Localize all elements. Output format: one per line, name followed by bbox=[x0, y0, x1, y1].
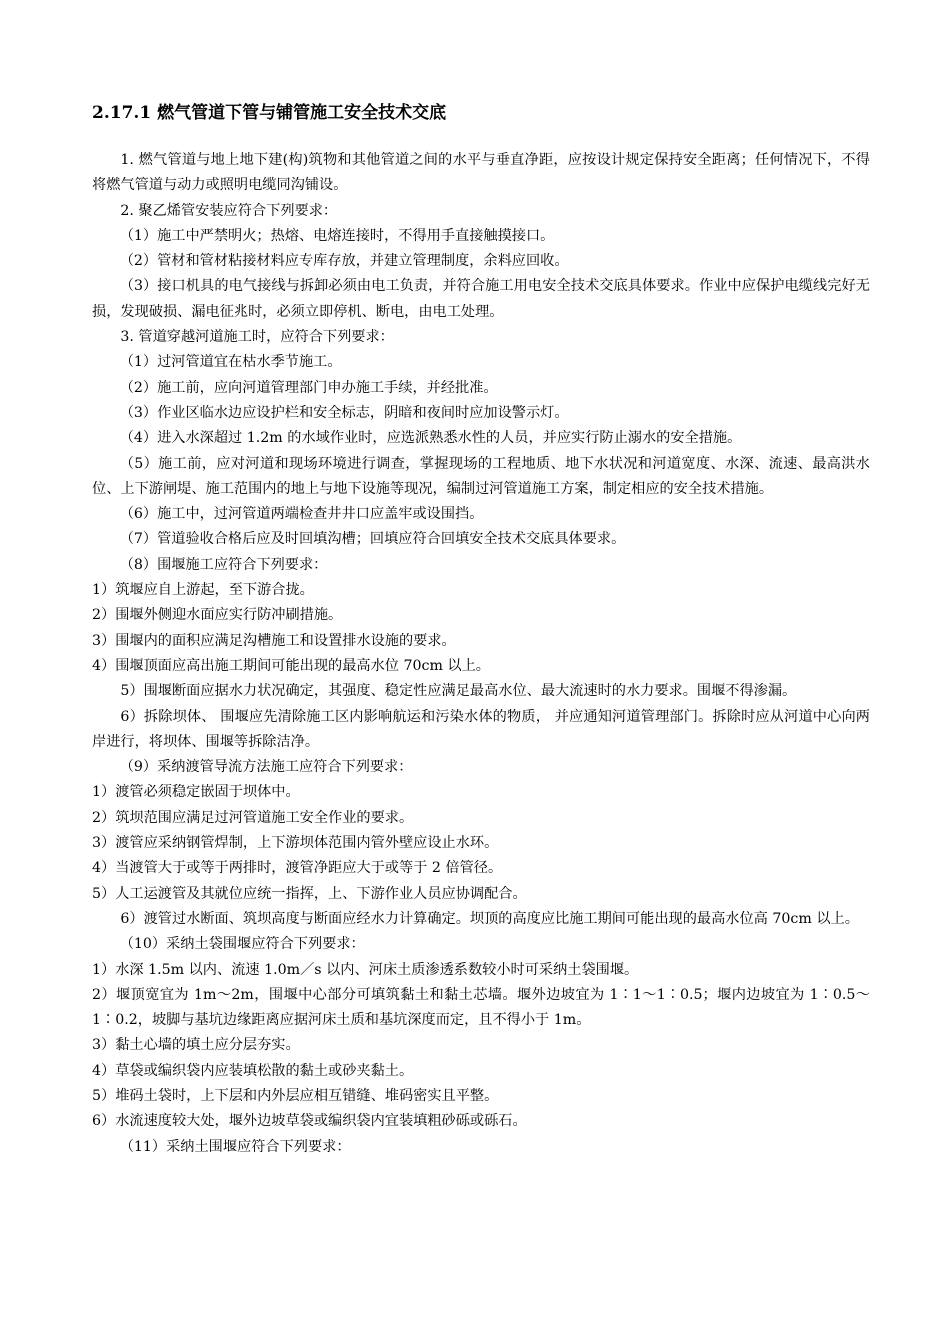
paragraph: （11）采纳土围堰应符合下列要求： bbox=[119, 1138, 351, 1155]
paragraph: 5）人工运渡管及其就位应统一指挥，上、下游作业人员应协调配合。 bbox=[92, 885, 527, 902]
paragraph: 2）围堰外侧迎水面应实行防冲刷措施。 bbox=[92, 607, 343, 624]
paragraph: 5）堆码土袋时，上下层和内外层应相互错缝、堆码密实且平整。 bbox=[92, 1087, 499, 1104]
paragraph: 3. 管道穿越河道施工时，应符合下列要求： bbox=[120, 329, 394, 346]
paragraph: （6）施工中，过河管道两端检查井井口应盖牢或设围挡。 bbox=[119, 506, 484, 523]
paragraph: 3）围堰内的面积应满足沟槽施工和设置排水设施的要求。 bbox=[92, 632, 456, 649]
paragraph: （3）接口机具的电气接线与拆卸必须由电工负责，并符合施工用电安全技术交底具体要求。作业中应保护电缆线完好无损，发现破损、漏电征兆时，必须立即停机、断电，由电工处理。 bbox=[92, 278, 870, 320]
paragraph: （1）施工中严禁明火；热熔、电熔连接时，不得用手直接触摸接口。 bbox=[119, 227, 555, 244]
paragraph: 2. 聚乙烯管安装应符合下列要求： bbox=[120, 202, 338, 219]
paragraph: 4）当渡管大于或等于两排时，渡管净距应大于或等于 2 倍管径。 bbox=[92, 860, 503, 877]
paragraph: （4）进入水深超过 1.2m 的水域作业时，应选派熟悉水性的人员，并应实行防止溺水的安全措施。 bbox=[119, 430, 742, 447]
paragraph: （7）管道验收合格后应及时回填沟槽；回填应符合回填安全技术交底具体要求。 bbox=[119, 531, 626, 548]
paragraph: 6）渡管过水断面、筑坝高度与断面应经水力计算确定。坝顶的高度应比施工期间可能出现的最高水位高 70cm 以上。 bbox=[120, 910, 859, 927]
section-title: 2.17.1 燃气管道下管与铺管施工安全技术交底 bbox=[92, 103, 447, 123]
paragraph: （9）采纳渡管导流方法施工应符合下列要求： bbox=[119, 759, 413, 776]
paragraph: 6）水流速度较大处，堰外边坡草袋或编织袋内宜装填粗砂砾或砾石。 bbox=[92, 1113, 527, 1130]
paragraph: 6）拆除坝体、 围堰应先清除施工区内影响航运和污染水体的物质， 并应通知河道管理部门。拆除时应从河道中心向两岸进行，将坝体、围堰等拆除洁净。 bbox=[92, 708, 870, 750]
paragraph: 3）黏土心墙的填土应分层夯实。 bbox=[92, 1037, 300, 1054]
paragraph: 4）围堰顶面应高出施工期间可能出现的最高水位 70cm 以上。 bbox=[92, 657, 490, 674]
paragraph: （8）围堰施工应符合下列要求： bbox=[119, 556, 328, 573]
paragraph: （1）过河管道宜在枯水季节施工。 bbox=[119, 354, 342, 371]
paragraph: 5）围堰断面应据水力状况确定，其强度、稳定性应满足最高水位、最大流速时的水力要求。围堰不得渗漏。 bbox=[120, 683, 797, 700]
paragraph: 1）水深 1.5m 以内、流速 1.0m／s 以内、河床土质渗透系数较小时可采纳土袋围堰。 bbox=[92, 961, 639, 978]
paragraph: 1）筑堰应自上游起，至下游合拢。 bbox=[92, 582, 314, 599]
paragraph: 2）堰顶宽宜为 1m～2m，围堰中心部分可填筑黏土和黏土芯墙。堰外边坡宜为 1∶1～1∶0.5；堰内边坡宜为 1∶0.5～1∶0.2，坡脚与基坑边缘距离应据河床土质和基坑深度而定，且不得小于 1m。 bbox=[92, 986, 870, 1029]
paragraph: 3）渡管应采纳钢管焊制，上下游坝体范围内管外壁应设止水环。 bbox=[92, 835, 499, 852]
paragraph: （3）作业区临水边应设护栏和安全标志，阴暗和夜间时应加设警示灯。 bbox=[119, 404, 569, 421]
paragraph: （2）管材和管材粘接材料应专库存放，并建立管理制度，余料应回收。 bbox=[119, 253, 569, 270]
paragraph: 1）渡管必须稳定嵌固于坝体中。 bbox=[92, 784, 300, 801]
paragraph: 1. 燃气管道与地上地下建(构)筑物和其他管道之间的水平与垂直净距，应按设计规定保持安全距离；任何情况下，不得将燃气管道与动力或照明电缆同沟铺设。 bbox=[92, 152, 870, 194]
document-body bbox=[92, 148, 870, 1160]
paragraph: （2）施工前，应向河道管理部门申办施工手续，并经批准。 bbox=[119, 379, 498, 396]
paragraph: 2）筑坝范围应满足过河管道施工安全作业的要求。 bbox=[92, 809, 414, 826]
paragraph: （10）采纳土袋围堰应符合下列要求： bbox=[119, 936, 365, 953]
paragraph: 4）草袋或编织袋内应装填松散的黏土或砂夹黏土。 bbox=[92, 1062, 414, 1079]
paragraph: （5）施工前，应对河道和现场环境进行调查，掌握现场的工程地质、地下水状况和河道宽度、水深、流速、最高洪水位、上下游闸堤、施工范围内的地上与地下设施等现况，编制过河管道施工方案，制定相应的安全技术措施。 bbox=[92, 455, 870, 497]
